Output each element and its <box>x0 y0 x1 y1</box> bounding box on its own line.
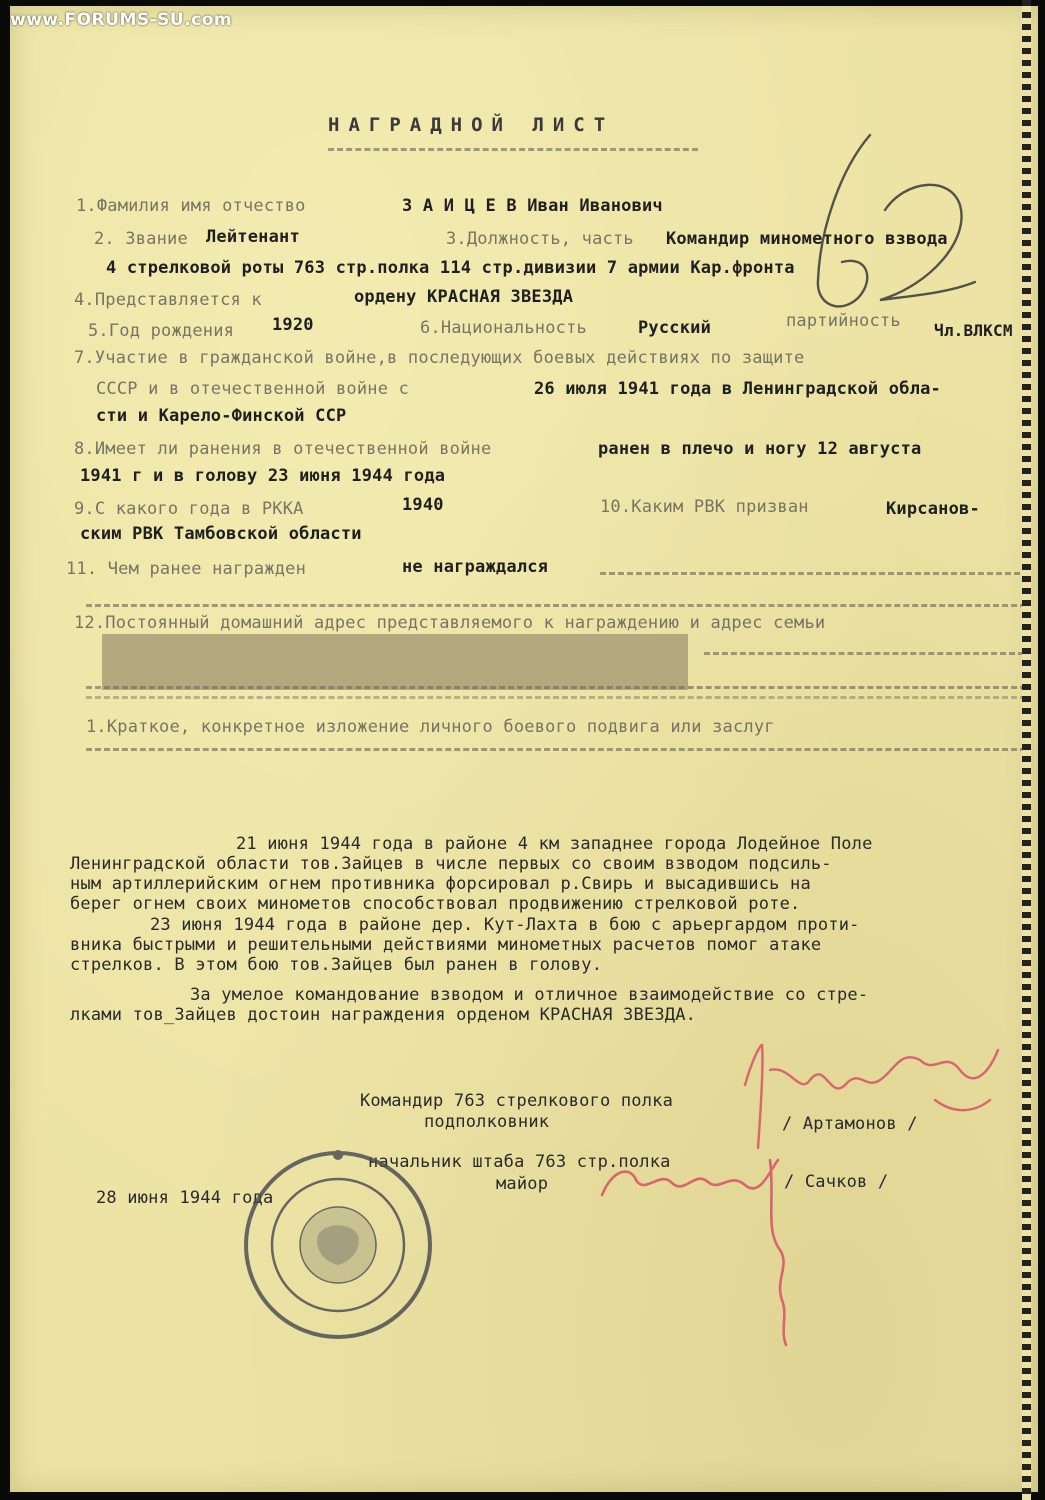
commander-rank: подполковник <box>424 1112 550 1132</box>
chief-name: / Сачков / <box>784 1172 889 1192</box>
document-date: 28 июня 1944 года <box>96 1188 274 1208</box>
narrative-line-7: стрелков. В этом бою тов.Зайцев был ранен в голову. <box>70 955 603 975</box>
pencil-annotation <box>818 135 975 306</box>
field-7-label-cont: СССР и в отечественной войне с <box>96 379 410 399</box>
narrative-line-1: 21 июня 1944 года в районе 4 км западнее города Лодейное Поле <box>236 834 873 854</box>
chief-rank: майор <box>496 1174 549 1194</box>
chief-title: начальник штаба 763 стр.полка <box>368 1152 671 1172</box>
field-6-value: Русский <box>638 318 712 338</box>
field-12-label: 12.Постоянный домашний адрес представляемого к награждению и адрес семьи <box>74 613 826 633</box>
commander-name: / Артамонов / <box>782 1114 918 1134</box>
commander-title: Командир 763 стрелкового полка <box>360 1091 674 1111</box>
narrative-line-5: 23 июня 1944 года в районе дер. Кут-Лахта в бою с арьергардом проти- <box>150 915 860 935</box>
field-10-value: Кирсанов- <box>886 499 980 519</box>
field-7-value-cont: сти и Карело-Финской ССР <box>96 406 347 426</box>
field-11-value: не награждался <box>402 557 549 577</box>
field-8-value-cont: 1941 г и в голову 23 июня 1944 года <box>80 466 446 486</box>
field-7-value: 26 июля 1941 года в Ленинградской обла- <box>534 379 941 399</box>
field-10-label: 10.Каким РВК призван <box>600 497 809 517</box>
field-9-value: 1940 <box>402 495 444 515</box>
field-2-label: 2. Звание <box>94 229 188 249</box>
narrative-line-8: За умелое командование взводом и отличное взаимодействие со стре- <box>190 985 869 1005</box>
field-3-label: 3.Должность, часть <box>446 229 634 249</box>
field-5-value: 1920 <box>272 315 314 335</box>
narrative-line-6: вника быстрыми и решительными действиями минометных расчетов помог атаке <box>70 935 822 955</box>
narrative-line-4: берег огнем своих минометов способствовал продвижению стрелковой роте. <box>70 894 801 914</box>
field-2-value: Лейтенант <box>206 227 300 247</box>
chief-signature <box>602 1160 786 1345</box>
field-6-label: 6.Национальность <box>420 318 587 338</box>
field-7-label: 7.Участие в гражданской войне,в последующих боевых действиях по защите <box>74 348 805 368</box>
field-1-label: 1.Фамилия имя отчество <box>76 196 306 216</box>
field-4-value: ордену КРАСНАЯ ЗВЕЗДА <box>354 287 574 307</box>
field-8-value: ранен в плечо и ногу 12 августа <box>598 439 922 459</box>
party-label: партийность <box>786 311 901 331</box>
field-8-label: 8.Имеет ли ранения в отечественной войне <box>74 439 492 459</box>
field-3-value: Командир минометного взвода <box>666 229 948 249</box>
field-11-label: 11. Чем ранее награжден <box>66 559 307 579</box>
watermark: www.FORUMS-SU.com <box>10 10 233 30</box>
regiment-stamp <box>246 1150 430 1337</box>
commander-signature <box>745 1045 998 1148</box>
narrative-line-9: лками тов_Зайцев достоин награждения орденом КРАСНАЯ ЗВЕЗДА. <box>70 1005 697 1025</box>
narrative-line-2: Ленинградской области тов.Зайцев в числе первых со своим взводом подсиль- <box>70 854 832 874</box>
field-13-label: 1.Краткое, конкретное изложение личного боевого подвига или заслуг <box>86 717 775 737</box>
field-1-value: З А И Ц Е В Иван Иванович <box>402 196 663 216</box>
field-9-label: 9.С какого года в РККА <box>74 499 304 519</box>
field-4-label: 4.Представляется к <box>74 290 262 310</box>
document-title: НАГРАДНОЙ ЛИСТ <box>328 114 615 136</box>
field-3-value-cont: 4 стрелковой роты 763 стр.полка 114 стр.дивизии 7 армии Кар.фронта <box>106 258 795 278</box>
narrative-line-3: ным артиллерийским огнем противника форсировал р.Свирь и высадившись на <box>70 874 811 894</box>
party-value: Чл.ВЛКСМ <box>934 321 1013 340</box>
field-5-label: 5.Год рождения <box>88 321 235 341</box>
field-10-value-cont: ским РВК Тамбовской области <box>80 524 362 544</box>
